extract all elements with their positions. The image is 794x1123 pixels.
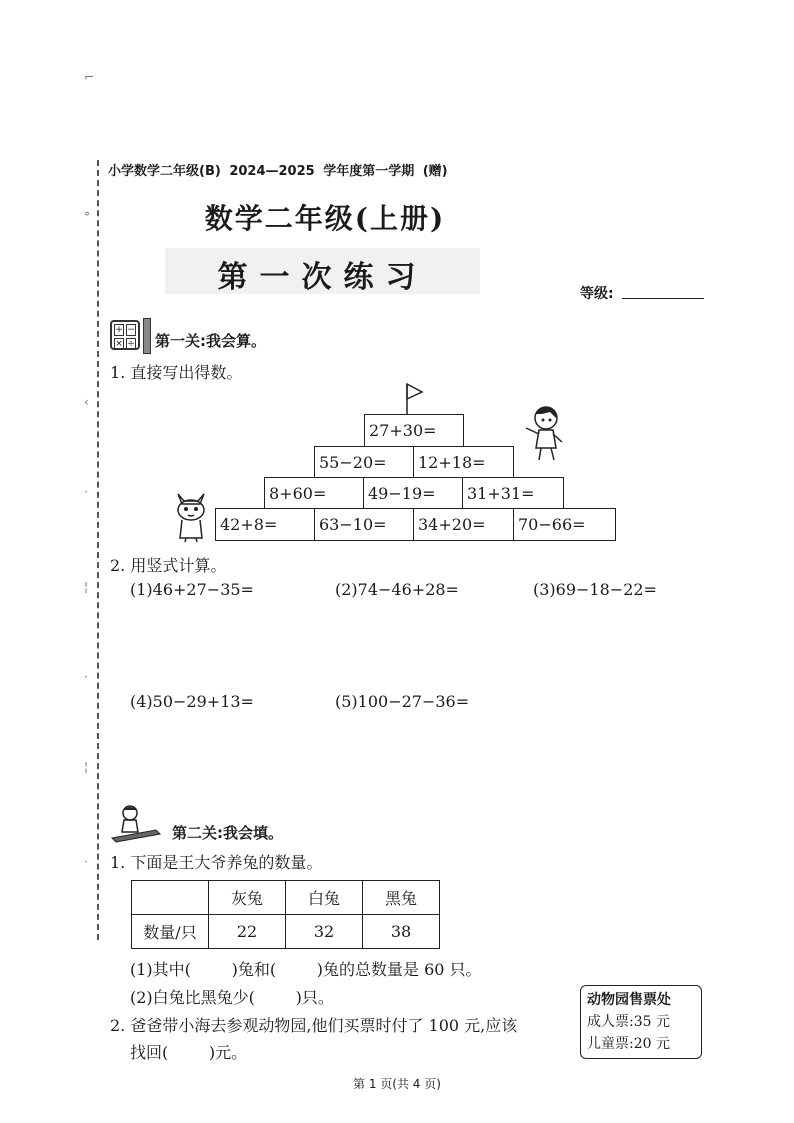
binding-dashed-line [97,160,99,940]
grade-label: 等级: [580,286,614,302]
margin-mark: · [84,855,88,869]
rabbit-count-table [131,880,440,949]
pyramid-brick[interactable]: 55−20= [314,446,415,479]
zoo-question-line1: 2. 爸爸带小海去参观动物园,他们买票时付了 100 元,应该 [110,1016,518,1035]
section2-title: 第二关:我会填。 [172,824,283,842]
vertical-calc-item: (1)46+27−35= [130,580,254,599]
margin-mark: ¦ [84,580,89,594]
pyramid-brick[interactable]: 34+20= [413,508,515,541]
vertical-calc-item: (2)74−46+28= [335,580,459,599]
pyramid-brick[interactable]: 12+18= [413,446,514,479]
table-cell: 数量/只 [132,915,209,949]
margin-mark: ° [84,210,90,224]
margin-mark: ⌐ [84,70,95,84]
table-header-cell [132,881,209,915]
q2-instruction: 2. 用竖式计算。 [110,556,227,575]
pyramid-brick[interactable]: 63−10= [314,508,415,541]
pyramid-brick[interactable]: 42+8= [215,508,316,541]
table-cell: 32 [286,915,363,949]
table-header-row [132,881,440,915]
minus-key: − [127,325,135,335]
vertical-calc-item: (3)69−18−22= [533,580,657,599]
zoo-question-line2[interactable]: 找回( )元。 [130,1043,248,1062]
divide-key: ÷ [127,339,135,349]
ticket-price-box [580,985,702,1059]
margin-mark: ‹ [84,395,89,409]
vertical-calc-item: (5)100−27−36= [335,692,470,711]
pyramid-brick[interactable]: 70−66= [513,508,616,541]
flag-icon [400,382,430,416]
table-header-cell: 灰兔 [209,881,286,915]
writing-kid-icon [110,804,162,846]
page-subtitle: 第一次练习 [217,260,428,295]
fill-blank-sub2[interactable]: (2)白兔比黑兔少( )只。 [130,988,334,1007]
boy-illustration-icon [520,402,570,464]
section1-title: 第一关:我会算。 [155,332,266,350]
pyramid-brick[interactable]: 8+60= [264,477,365,510]
table-row [132,915,440,949]
exam-header-line: 小学数学二年级(B) 2024—2025 学年度第一学期 (赠) [108,164,448,179]
pencil-icon [143,318,151,354]
ticket-box-title: 动物园售票处 [587,992,671,1008]
table-cell: 22 [209,915,286,949]
pyramid-brick[interactable]: 49−19= [363,477,464,510]
table-header-cell: 黑兔 [363,881,440,915]
calculator-icon [110,320,140,350]
adult-ticket-price: 成人票:35 元 [587,1014,670,1030]
rabbit-question: 1. 下面是王大爷养兔的数量。 [110,853,323,872]
pyramid-brick[interactable]: 27+30= [364,414,464,447]
table-header-cell: 白兔 [286,881,363,915]
times-key: × [115,339,123,349]
table-cell: 38 [363,915,440,949]
grade-blank[interactable] [622,298,704,299]
plus-key: + [115,325,123,335]
page-footer: 第 1 页(共 4 页) [353,1077,441,1091]
q1-instruction: 1. 直接写出得数。 [110,363,243,382]
pyramid-brick[interactable]: 31+31= [462,477,564,510]
fill-blank-sub1[interactable]: (1)其中( )兔和( )兔的总数量是 60 只。 [130,960,482,979]
page-title: 数学二年级(上册) [204,202,446,235]
margin-mark: · [84,670,88,684]
cat-illustration-icon [170,488,214,544]
margin-mark: ¦ [84,760,89,774]
vertical-calc-item: (4)50−29+13= [130,692,254,711]
child-ticket-price: 儿童票:20 元 [587,1036,670,1052]
margin-mark: · [84,485,88,499]
